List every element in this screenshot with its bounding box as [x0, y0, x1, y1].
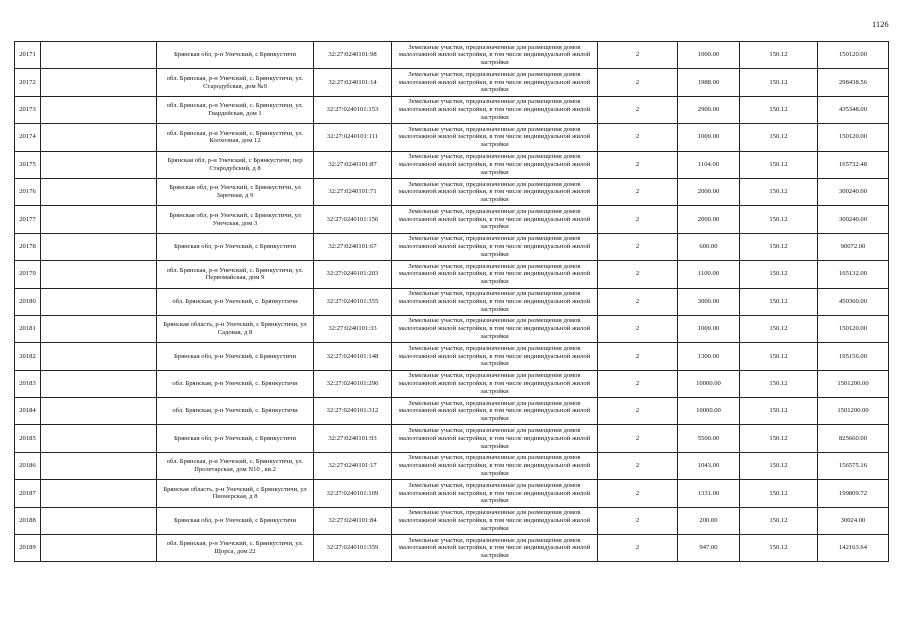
area-cell: 1000.00 [678, 124, 740, 151]
area-cell: 10000.00 [678, 398, 740, 425]
table-row [15, 452, 889, 479]
unit-value-cell: 150.12 [740, 370, 818, 397]
area-cell: 200.00 [678, 507, 740, 534]
blank-cell [41, 261, 157, 288]
land-purpose-cell: Земельные участки, предназначенные для размещения домов малоэтажной жилой застройки, в том числе индивидуальной жилой застройки [392, 96, 598, 123]
land-purpose-cell: Земельные участки, предназначенные для размещения домов малоэтажной жилой застройки, в том числе индивидуальной жилой застройки [392, 370, 598, 397]
cadastral-value-cell: 435348.00 [818, 96, 889, 123]
row-number-cell: 20182 [15, 343, 41, 370]
table-row [15, 425, 889, 452]
address-cell: Брянская область, р-н Унечский, с Брянкустичи, ул Пионерская, д 8 [157, 480, 314, 507]
unit-value-cell: 150.12 [740, 425, 818, 452]
group-cell: 2 [598, 233, 678, 260]
blank-cell [41, 398, 157, 425]
table-row [15, 124, 889, 151]
blank-cell [41, 343, 157, 370]
land-purpose-cell: Земельные участки, предназначенные для размещения домов малоэтажной жилой застройки, в том числе индивидуальной жилой застройки [392, 535, 598, 562]
blank-cell [41, 480, 157, 507]
unit-value-cell: 150.12 [740, 124, 818, 151]
cadastral-number-cell: 32:27:0240101:71 [314, 178, 392, 205]
group-cell: 2 [598, 343, 678, 370]
cadastral-value-cell: 90072.00 [818, 233, 889, 260]
unit-value-cell: 150.12 [740, 535, 818, 562]
table-body [15, 42, 889, 562]
row-number-cell: 20174 [15, 124, 41, 151]
blank-cell [41, 425, 157, 452]
row-number-cell: 20179 [15, 261, 41, 288]
unit-value-cell: 150.12 [740, 288, 818, 315]
group-cell: 2 [598, 288, 678, 315]
cadastral-value-cell: 298438.56 [818, 69, 889, 96]
table-row [15, 96, 889, 123]
cadastral-number-cell: 32:27:0240101:87 [314, 151, 392, 178]
row-number-cell: 20181 [15, 315, 41, 342]
cadastral-number-cell: 32:27:0240101:148 [314, 343, 392, 370]
land-purpose-cell: Земельные участки, предназначенные для размещения домов малоэтажной жилой застройки, в том числе индивидуальной жилой застройки [392, 151, 598, 178]
address-cell: Брянская область, р-н Унечский, с Брянкустичи, ул Садовая, д 8 [157, 315, 314, 342]
table-row [15, 398, 889, 425]
address-cell: Брянская обл, р-н Унечский, с Брянкустичи, ул Заречная, д 9 [157, 178, 314, 205]
blank-cell [41, 178, 157, 205]
table-row [15, 206, 889, 233]
area-cell: 2900.00 [678, 96, 740, 123]
address-cell: обл. Брянская, р-н Унечский, с. Брянкустичи [157, 288, 314, 315]
land-purpose-cell: Земельные участки, предназначенные для размещения домов малоэтажной жилой застройки, в том числе индивидуальной жилой застройки [392, 452, 598, 479]
group-cell: 2 [598, 178, 678, 205]
unit-value-cell: 150.12 [740, 315, 818, 342]
unit-value-cell: 150.12 [740, 206, 818, 233]
cadastral-number-cell: 32:27:0240101:203 [314, 261, 392, 288]
unit-value-cell: 150.12 [740, 96, 818, 123]
area-cell: 1000.00 [678, 42, 740, 69]
land-purpose-cell: Земельные участки, предназначенные для размещения домов малоэтажной жилой застройки, в том числе индивидуальной жилой застройки [392, 233, 598, 260]
cadastral-number-cell: 32:27:0240101:98 [314, 42, 392, 69]
unit-value-cell: 150.12 [740, 151, 818, 178]
row-number-cell: 20177 [15, 206, 41, 233]
area-cell: 1988.00 [678, 69, 740, 96]
row-number-cell: 20173 [15, 96, 41, 123]
row-number-cell: 20186 [15, 452, 41, 479]
blank-cell [41, 452, 157, 479]
blank-cell [41, 124, 157, 151]
address-cell: обл. Брянская, р-н Унечский, с. Брянкустичи, ул. Пролетарская, дом N10 , кв.2 [157, 452, 314, 479]
cadastral-number-cell: 32:27:0240101:111 [314, 124, 392, 151]
cadastral-value-cell: 150120.00 [818, 124, 889, 151]
cadastral-number-cell: 32:27:0240101:84 [314, 507, 392, 534]
group-cell: 2 [598, 507, 678, 534]
land-purpose-cell: Земельные участки, предназначенные для размещения домов малоэтажной жилой застройки, в том числе индивидуальной жилой застройки [392, 124, 598, 151]
land-purpose-cell: Земельные участки, предназначенные для размещения домов малоэтажной жилой застройки, в том числе индивидуальной жилой застройки [392, 507, 598, 534]
cadastral-number-cell: 32:27:0240101:359 [314, 535, 392, 562]
area-cell: 1104.00 [678, 151, 740, 178]
area-cell: 2000.00 [678, 178, 740, 205]
table-row [15, 507, 889, 534]
address-cell: Брянская обл, р-н Унечский, с Брянкустичи [157, 233, 314, 260]
cadastral-value-cell: 1501200.00 [818, 398, 889, 425]
cadastral-value-cell: 150120.00 [818, 315, 889, 342]
cadastral-value-cell: 300240.00 [818, 178, 889, 205]
area-cell: 3000.00 [678, 288, 740, 315]
row-number-cell: 20171 [15, 42, 41, 69]
address-cell: обл. Брянская, р-н Унечский, с. Брянкустичи, ул. Колхозная, дом 12 [157, 124, 314, 151]
table-row [15, 370, 889, 397]
area-cell: 1043.00 [678, 452, 740, 479]
cadastral-number-cell: 32:27:0240101:67 [314, 233, 392, 260]
cadastral-value-cell: 156575.16 [818, 452, 889, 479]
blank-cell [41, 370, 157, 397]
blank-cell [41, 206, 157, 233]
blank-cell [41, 151, 157, 178]
table-row [15, 233, 889, 260]
cadastral-number-cell: 32:27:0240101:14 [314, 69, 392, 96]
blank-cell [41, 507, 157, 534]
address-cell: Брянская обл, р-н Унечский, с Брянкустичи [157, 507, 314, 534]
blank-cell [41, 535, 157, 562]
land-purpose-cell: Земельные участки, предназначенные для размещения домов малоэтажной жилой застройки, в том числе индивидуальной жилой застройки [392, 42, 598, 69]
address-cell: Брянская обл, р-н Унечский, с Брянкустичи [157, 42, 314, 69]
group-cell: 2 [598, 398, 678, 425]
row-number-cell: 20180 [15, 288, 41, 315]
cadastral-value-cell: 450360.00 [818, 288, 889, 315]
unit-value-cell: 150.12 [740, 343, 818, 370]
area-cell: 1100.00 [678, 261, 740, 288]
cadastral-number-cell: 32:27:0240101:153 [314, 96, 392, 123]
unit-value-cell: 150.12 [740, 452, 818, 479]
table-row [15, 288, 889, 315]
address-cell: обл. Брянская, р-н Унечский, с. Брянкустичи [157, 398, 314, 425]
table-row [15, 151, 889, 178]
cadastral-value-cell: 825660.00 [818, 425, 889, 452]
cadastral-value-table [14, 41, 889, 562]
cadastral-value-cell: 165132.00 [818, 261, 889, 288]
cadastral-number-cell: 32:27:0240101:296 [314, 370, 392, 397]
land-purpose-cell: Земельные участки, предназначенные для размещения домов малоэтажной жилой застройки, в том числе индивидуальной жилой застройки [392, 425, 598, 452]
group-cell: 2 [598, 535, 678, 562]
blank-cell [41, 42, 157, 69]
row-number-cell: 20187 [15, 480, 41, 507]
unit-value-cell: 150.12 [740, 69, 818, 96]
unit-value-cell: 150.12 [740, 398, 818, 425]
land-purpose-cell: Земельные участки, предназначенные для размещения домов малоэтажной жилой застройки, в том числе индивидуальной жилой застройки [392, 288, 598, 315]
page-number: 1126 [872, 19, 889, 29]
address-cell: обл. Брянская, р-н Унечский, с. Брянкустичи, ул. Гвардейская, дом 1 [157, 96, 314, 123]
area-cell: 947.00 [678, 535, 740, 562]
cadastral-number-cell: 32:27:0240101:312 [314, 398, 392, 425]
row-number-cell: 20176 [15, 178, 41, 205]
land-purpose-cell: Земельные участки, предназначенные для размещения домов малоэтажной жилой застройки, в том числе индивидуальной жилой застройки [392, 261, 598, 288]
land-purpose-cell: Земельные участки, предназначенные для размещения домов малоэтажной жилой застройки, в том числе индивидуальной жилой застройки [392, 398, 598, 425]
address-cell: Брянская обл, р-н Унечский, с Брянкустичи, пер Стародубский, д 8 [157, 151, 314, 178]
row-number-cell: 20178 [15, 233, 41, 260]
cadastral-number-cell: 32:27:0240101:109 [314, 480, 392, 507]
table-row [15, 69, 889, 96]
row-number-cell: 20172 [15, 69, 41, 96]
area-cell: 1300.00 [678, 343, 740, 370]
group-cell: 2 [598, 452, 678, 479]
group-cell: 2 [598, 96, 678, 123]
group-cell: 2 [598, 124, 678, 151]
cadastral-number-cell: 32:27:0240101:33 [314, 315, 392, 342]
cadastral-value-cell: 195156.00 [818, 343, 889, 370]
cadastral-value-cell: 142163.64 [818, 535, 889, 562]
row-number-cell: 20189 [15, 535, 41, 562]
cadastral-number-cell: 32:27:0240101:355 [314, 288, 392, 315]
address-cell: Брянская обл, р-н Унечский, с Брянкустичи [157, 425, 314, 452]
table-row [15, 480, 889, 507]
group-cell: 2 [598, 480, 678, 507]
land-purpose-cell: Земельные участки, предназначенные для размещения домов малоэтажной жилой застройки, в том числе индивидуальной жилой застройки [392, 480, 598, 507]
blank-cell [41, 69, 157, 96]
address-cell: обл. Брянская, р-н Унечский, с. Брянкустичи, ул. Щорса, дом 22 [157, 535, 314, 562]
unit-value-cell: 150.12 [740, 507, 818, 534]
area-cell: 1331.00 [678, 480, 740, 507]
blank-cell [41, 288, 157, 315]
unit-value-cell: 150.12 [740, 178, 818, 205]
group-cell: 2 [598, 42, 678, 69]
cadastral-value-cell: 1501200.00 [818, 370, 889, 397]
table-row [15, 261, 889, 288]
address-cell: Брянская обл, р-н Унечский, с Брянкустичи, ул Унечская, дом 3 [157, 206, 314, 233]
cadastral-value-cell: 150120.00 [818, 42, 889, 69]
table-row [15, 315, 889, 342]
area-cell: 1000.00 [678, 315, 740, 342]
unit-value-cell: 150.12 [740, 480, 818, 507]
cadastral-value-cell: 300240.00 [818, 206, 889, 233]
group-cell: 2 [598, 261, 678, 288]
land-purpose-cell: Земельные участки, предназначенные для размещения домов малоэтажной жилой застройки, в том числе индивидуальной жилой застройки [392, 343, 598, 370]
row-number-cell: 20175 [15, 151, 41, 178]
address-cell: обл. Брянская, р-н Унечский, с. Брянкустичи, ул. Стародубская, дом №9 [157, 69, 314, 96]
unit-value-cell: 150.12 [740, 42, 818, 69]
row-number-cell: 20184 [15, 398, 41, 425]
unit-value-cell: 150.12 [740, 261, 818, 288]
address-cell: Брянская обл, р-н Унечский, с Брянкустичи [157, 343, 314, 370]
cadastral-value-cell: 199809.72 [818, 480, 889, 507]
area-cell: 5500.00 [678, 425, 740, 452]
group-cell: 2 [598, 69, 678, 96]
table-row [15, 178, 889, 205]
table-row [15, 535, 889, 562]
area-cell: 10000.00 [678, 370, 740, 397]
row-number-cell: 20188 [15, 507, 41, 534]
land-purpose-cell: Земельные участки, предназначенные для размещения домов малоэтажной жилой застройки, в том числе индивидуальной жилой застройки [392, 69, 598, 96]
address-cell: обл. Брянская, р-н Унечский, с. Брянкустичи [157, 370, 314, 397]
area-cell: 600.00 [678, 233, 740, 260]
land-purpose-cell: Земельные участки, предназначенные для размещения домов малоэтажной жилой застройки, в том числе индивидуальной жилой застройки [392, 206, 598, 233]
group-cell: 2 [598, 151, 678, 178]
land-purpose-cell: Земельные участки, предназначенные для размещения домов малоэтажной жилой застройки, в том числе индивидуальной жилой застройки [392, 178, 598, 205]
address-cell: обл. Брянская, р-н Унечский, с. Брянкустичи, ул. Первомайская, дом 9 [157, 261, 314, 288]
land-purpose-cell: Земельные участки, предназначенные для размещения домов малоэтажной жилой застройки, в том числе индивидуальной жилой застройки [392, 315, 598, 342]
cadastral-number-cell: 32:27:0240101:156 [314, 206, 392, 233]
table-row [15, 42, 889, 69]
group-cell: 2 [598, 370, 678, 397]
blank-cell [41, 96, 157, 123]
row-number-cell: 20185 [15, 425, 41, 452]
cadastral-number-cell: 32:27:0240101:17 [314, 452, 392, 479]
table-row [15, 343, 889, 370]
cadastral-value-cell: 30024.00 [818, 507, 889, 534]
group-cell: 2 [598, 315, 678, 342]
group-cell: 2 [598, 206, 678, 233]
blank-cell [41, 315, 157, 342]
blank-cell [41, 233, 157, 260]
cadastral-value-cell: 165732.48 [818, 151, 889, 178]
area-cell: 2000.00 [678, 206, 740, 233]
cadastral-number-cell: 32:27:0240101:93 [314, 425, 392, 452]
row-number-cell: 20183 [15, 370, 41, 397]
unit-value-cell: 150.12 [740, 233, 818, 260]
group-cell: 2 [598, 425, 678, 452]
